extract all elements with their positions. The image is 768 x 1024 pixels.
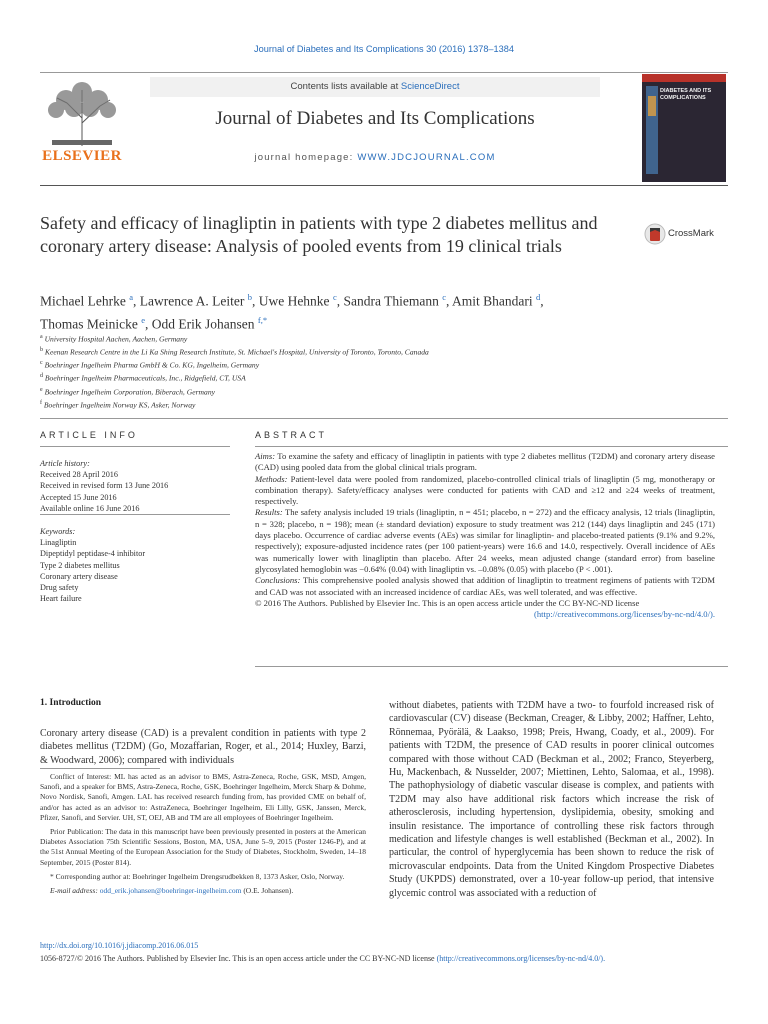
affiliation-marker: c: [40, 360, 43, 367]
affiliation-text: Boehringer Ingelheim Pharma GmbH & Co. KG, Ingelheim, Germany: [42, 360, 260, 370]
doi-link[interactable]: http://dx.doi.org/10.1016/j.jdiacomp.2016.06.015: [40, 941, 199, 950]
history-item: Received 28 April 2016: [40, 470, 118, 480]
crossmark-icon[interactable]: [644, 222, 666, 246]
author-name: Thomas Meinicke: [40, 316, 138, 331]
crossmark-label[interactable]: CrossMark: [668, 228, 714, 239]
footnote-divider: [40, 768, 160, 769]
license-link[interactable]: (http://creativecommons.org/licenses/by-nc-nd/4.0/).: [534, 609, 715, 620]
footnotes: [40, 772, 366, 900]
elsevier-tree-logo: [42, 78, 122, 148]
journal-reference[interactable]: Journal of Diabetes and Its Complications 30 (2016) 1378–1384: [254, 44, 514, 54]
section-heading: 1. Introduction: [40, 698, 102, 708]
author-affiliation-marker[interactable]: c: [332, 292, 337, 302]
keyword: Coronary artery disease: [40, 571, 118, 581]
article-info-heading: ARTICLE INFO: [40, 430, 138, 440]
author-name: Michael Lehrke: [40, 293, 126, 309]
history-item: Accepted 15 June 2016: [40, 492, 117, 502]
conclusions-label: Conclusions:: [255, 575, 301, 586]
footnote-corresponding: * Corresponding author at: Boehringer Ingelheim Drengsrudbekken 8, 1373 Asker, Oslo, Norway.: [50, 871, 345, 881]
affiliation: [40, 385, 680, 398]
author-list: Michael Lehrke $^a$, Lawrence A. Leiter $^b$, Uwe Hehnke $^c$, Sandra Thiemann $^c$, Amit Bhandari $^d$, Thomas Meinicke $^e$, Odd Erik Johansen $^{f,*}$: [40, 292, 544, 331]
affiliation-text: Keenan Research Centre in the Li Ka Shing Research Institute, St. Michael's Hospital, University of Toronto, Toronto, Canada: [43, 347, 429, 357]
abstract-aims: [255, 451, 715, 474]
author-name: Amit Bhandari: [452, 293, 533, 309]
divider: [255, 446, 728, 447]
affiliation: [40, 332, 680, 345]
keyword: Dipeptidyl peptidase-4 inhibitor: [40, 549, 146, 559]
cover-title-text: DIABETES AND ITS COMPLICATIONS: [660, 88, 712, 101]
keywords-label: Keywords:: [40, 527, 76, 537]
footnote-prior: Prior Publication: The data in this manuscript have been previously presented in posters at the American Diabetes Association 75th Scientific Sessions, Boston, MA, USA, June 5–9, 2015 (Poster 1246-P), and at the 51st Annual Meeting of the European Association for the Study of Diabetes, Stockholm, Sweden, 14–18 September, 2015 (Poster 814).: [40, 827, 366, 867]
issn-line: [40, 954, 740, 963]
author-affiliation-marker[interactable]: e: [141, 314, 146, 325]
author-affiliation-marker[interactable]: b: [247, 292, 252, 302]
methods-text: Patient-level data were pooled from randomized, placebo-controlled clinical trials of linagliptin (5 mg, monotherapy or combination therapy). Safety/efficacy analyses were conducted for patients with CAD and ≥12 and ≥24 weeks of treatment, respectively.: [255, 473, 715, 507]
author-affiliation-marker[interactable]: f,*: [257, 314, 268, 325]
keyword: Drug safety: [40, 583, 79, 593]
contents-line: [150, 77, 600, 97]
cover-stripe: [642, 74, 726, 82]
abstract-heading: ABSTRACT: [255, 430, 328, 440]
footnote-conflict: Conflict of Interest: ML has acted as an advisor to BMS, Astra-Zeneca, Roche, GSK, MSD, Amgen, Sanofi, and a speaker for BMS, Astra-Zeneca, Roche, GSK, Boehringer Ingelheim, Merck Sharp & Dohme, Novo Nordisk, Sanofi, Amgen. LAL has received research funding from, has provided CME on behalf of, and/or has acted as an advisor to: AstraZeneca, Boehringer Ingelheim, Eli Lilly, GSK, Janssen, Merck, Pfizer, Sanofi, and Servier. UH, ST, OEJ, AB and TM are all employees of Boehringer Ingelheim.: [40, 772, 366, 822]
journal-homepage: [150, 152, 600, 163]
author-name: Odd Erik Johansen: [151, 316, 255, 331]
affiliation: [40, 371, 680, 384]
contents-prefix: Contents lists available at: [290, 81, 401, 92]
elsevier-wordmark: ELSEVIER: [42, 148, 122, 164]
affiliation: [40, 358, 680, 371]
divider: [40, 446, 230, 447]
sciencedirect-link[interactable]: ScienceDirect: [400, 81, 460, 92]
affiliation-marker: a: [40, 334, 43, 340]
divider: [40, 418, 728, 419]
methods-label: Methods:: [255, 473, 288, 484]
affiliation-text: Boehringer Ingelheim Norway KS, Asker, Norway: [42, 400, 196, 410]
affiliation: [40, 398, 680, 411]
email-link[interactable]: odd_erik.johansen@boehringer-ingelheim.com: [99, 886, 242, 896]
affiliation-text: University Hospital Aachen, Aachen, Germany: [42, 334, 188, 344]
affiliation-marker: b: [40, 347, 43, 354]
history-item: Received in revised form 13 June 2016: [40, 481, 169, 491]
author-affiliation-marker[interactable]: a: [129, 292, 133, 302]
history-item: Available online 16 June 2016: [40, 503, 140, 513]
abstract-license: © 2016 The Authors. Published by Elsevier Inc. This is an open access article under the CC BY-NC-ND license: [255, 597, 640, 608]
issn-license-link[interactable]: (http://creativecommons.org/licenses/by-nc-nd/4.0/).: [436, 954, 606, 963]
issn-text: 1056-8727/© 2016 The Authors. Published by Elsevier Inc. This is an open access article under the CC BY-NC-ND license: [40, 954, 437, 963]
affiliation-text: Boehringer Ingelheim Corporation, Biberach, Germany: [42, 387, 215, 397]
keyword: Linagliptin: [40, 538, 77, 548]
article-title: Safety and efficacy of linagliptin in patients with type 2 diabetes mellitus and coronary artery disease: Analysis of pooled events from 19 clinical trials: [40, 213, 598, 256]
affiliation-marker: f: [40, 399, 42, 406]
history-list: [40, 469, 230, 514]
divider: [255, 666, 728, 667]
affiliation-list: [40, 332, 680, 411]
author-name: Sandra Thiemann: [343, 293, 439, 309]
aims-text: To examine the safety and efficacy of linagliptin in patients with type 2 diabetes mellitus (T2DM) and coronary artery disease (CAD) using pooled data from the global clinical trials program.: [255, 451, 715, 473]
abstract-methods: [255, 474, 715, 508]
results-label: Results:: [255, 507, 283, 518]
abstract-results: [255, 507, 715, 575]
email-suffix: (O.E. Johansen).: [241, 886, 294, 896]
keyword: Type 2 diabetes mellitus: [40, 560, 120, 570]
author-affiliation-marker[interactable]: c: [442, 292, 446, 302]
journal-title: Journal of Diabetes and Its Complications: [215, 108, 535, 129]
abstract-conclusions: [255, 575, 715, 598]
affiliation-text: Boehringer Ingelheim Pharmaceuticals, Inc., Ridgefield, CT, USA: [43, 373, 246, 383]
history-label: Article history:: [40, 459, 90, 468]
intro-paragraph-right: without diabetes, patients with T2DM have a two- to fourfold increased risk of cardiovascular (CV) disease (Beckman, Creager, & Libby, 2002; Haffner, Lehto, Rönnemaa, Pyörälä, & Laakso, 1998; Preis, Hwang, Coady, et al., 2009). For patients with T2DM, the presence of CAD results in poorer clinical outcomes compared with those without CAD (Beckman et al., 2002; Franco, Steyerberg, Hu, Mackenbach, & Nusselder, 2007; Miettinen, Lehto, Salomaa, et al., 1998). The pathophysiology of diabetic vascular disease is complex, and patients with T2DM may also have additional risk factors which increase the risk of atherosclerosis, including hypertension, dyslipidemia, obesity, smoking and insulin resistance. The importance of controlling these risk factors through medication and lifestyle changes is well established (Beckman et al., 2002). In particular, the control of hyperglycemia has been shown to reduce the risk of microvascular endpoints. Data from the United Kingdom Prospective Diabetes Study (UKPDS) demonstrated, over a 10-year follow-up period, that intensive glycemic control was associated with a reduction of: [389, 700, 714, 899]
author-affiliation-marker[interactable]: d: [536, 292, 541, 302]
email-label: E-mail address:: [50, 886, 98, 896]
aims-label: Aims:: [255, 451, 276, 461]
author-name: Lawrence A. Leiter: [139, 293, 245, 309]
abstract-body: [255, 451, 715, 620]
homepage-link[interactable]: WWW.JDCJOURNAL.COM: [357, 152, 496, 163]
cover-illustration: [646, 86, 660, 176]
article-info: [40, 458, 230, 604]
results-text: The safety analysis included 19 trials (linagliptin, n = 451; placebo, n = 272) and the efficacy analysis, 12 trials (linagliptin, n = 328; placebo, n = 198); mean (± standard deviation) exposure to study treatment was 212 (144) days linagliptin and 245 (171) days placebo. Occurrence of cardiac adverse events (AEs) was similar for linagliptin- and placebo-treated patients (9.1% and 9.2%, respectively); exposure-adjusted incidence rates (per 100 patient-years) were 16.6 and 14.0, respectively. Overall incidence of AEs was numerically lower with linagliptin than placebo. After 24 weeks, mean adjusted change (standard error) from baseline glycosylated hemoglobin was −0.64% (0.04) with linagliptin vs. –0.08% (0.05) with placebo (P < .001).: [255, 507, 715, 574]
homepage-prefix: journal homepage:: [254, 152, 358, 163]
keyword: Heart failure: [40, 594, 82, 604]
author-name: Uwe Hehnke: [258, 293, 330, 309]
affiliation-marker: e: [40, 386, 43, 393]
footnote-email: [40, 886, 366, 896]
affiliation-marker: d: [40, 373, 43, 380]
affiliation: [40, 345, 680, 358]
intro-paragraph-left: Coronary artery disease (CAD) is a prevalent condition in patients with type 2 diabetes mellitus (T2DM) (Go, Mozaffarian, Roger, et al., 2014; Huxley, Barzi, & Woodward, 2006); compared with individuals: [40, 728, 366, 766]
keywords-list: [40, 537, 230, 604]
conclusions-text: This comprehensive pooled analysis showed that addition of linagliptin to treatment regimens of patients with T2DM and CAD was not associated with an increased incidence of cardiac AEs, was well tolerated, and was effective.: [255, 575, 715, 597]
